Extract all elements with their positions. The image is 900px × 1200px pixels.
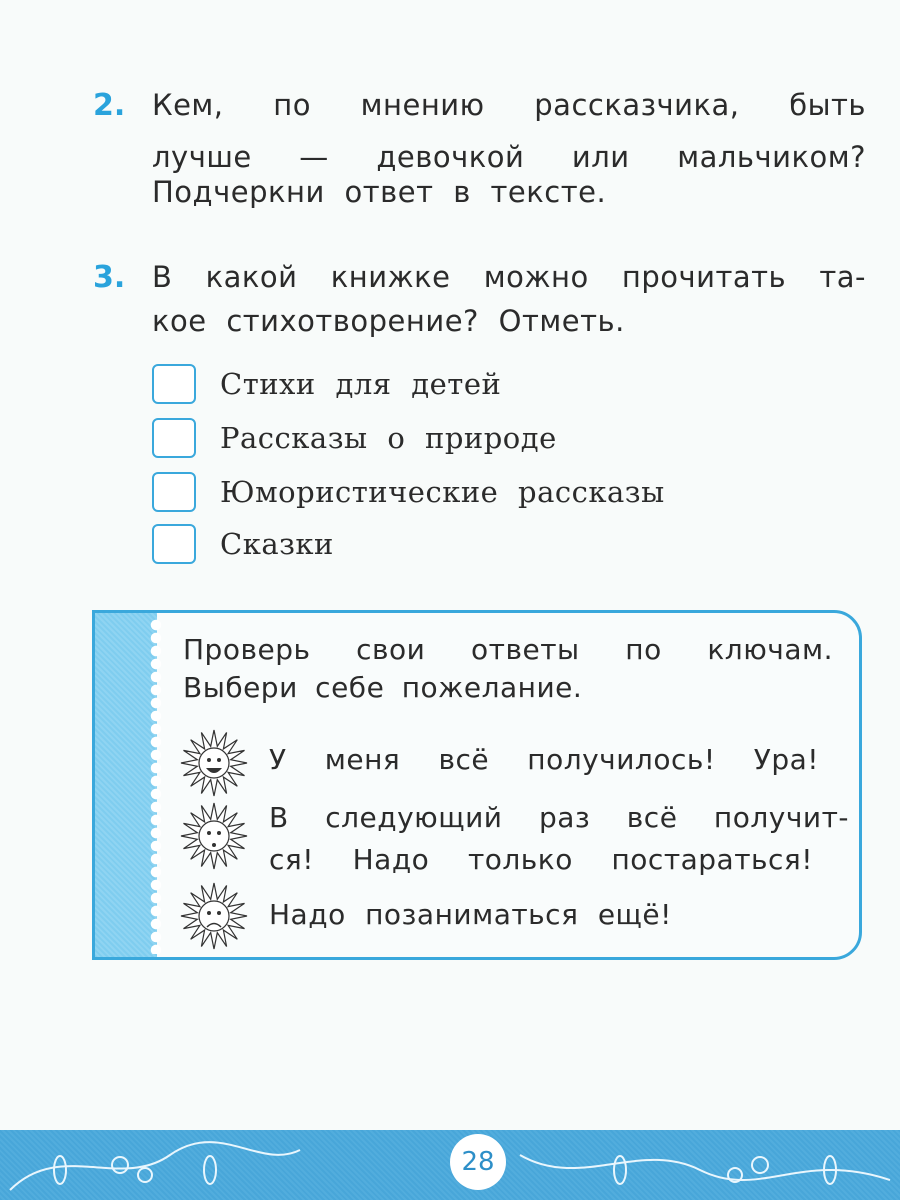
wish-worried: ся! Надо только постараться! (269, 843, 813, 876)
question-2-line: Подчеркни ответ в тексте. (152, 175, 607, 209)
option-3[interactable] (152, 472, 665, 512)
checkbox[interactable] (152, 364, 196, 404)
option-label: Стихи для детей (220, 367, 502, 401)
happy-sun-icon (179, 728, 249, 798)
spiral-binding-dots (149, 619, 163, 954)
question-3-line: В какой книжке можно прочитать та- (152, 260, 866, 294)
option-2[interactable] (152, 418, 557, 458)
self-check-line: Проверь свои ответы по ключам. (183, 633, 833, 666)
question-3-line: кое стихотворение? Отметь. (152, 304, 625, 338)
question-2-line: Кем, по мнению рассказчика, быть (152, 88, 866, 122)
option-label: Сказки (220, 527, 334, 561)
option-4[interactable] (152, 524, 334, 564)
question-2-line: лучше — девочкой или мальчиком? (152, 140, 866, 174)
page-number: 28 (450, 1134, 506, 1190)
footer-ornament-band (0, 1130, 900, 1200)
self-check-line: Выбери себе пожелание. (183, 671, 583, 704)
wish-worried: В следующий раз всё получит- (269, 801, 849, 834)
option-label: Юмористические рассказы (220, 475, 665, 509)
checkbox[interactable] (152, 472, 196, 512)
checkbox[interactable] (152, 418, 196, 458)
option-label: Рассказы о природе (220, 421, 557, 455)
option-1[interactable] (152, 364, 501, 404)
self-check-box (92, 610, 862, 960)
worried-sun-icon (179, 801, 249, 871)
sad-sun-icon (179, 881, 249, 951)
checkbox[interactable] (152, 524, 196, 564)
question-2-number: 2. (93, 88, 126, 123)
wish-happy: У меня всё получилось! Ура! (269, 743, 819, 776)
decorative-strip (95, 613, 157, 957)
wish-sad: Надо позаниматься ещё! (269, 898, 672, 931)
question-3-number: 3. (93, 260, 126, 295)
